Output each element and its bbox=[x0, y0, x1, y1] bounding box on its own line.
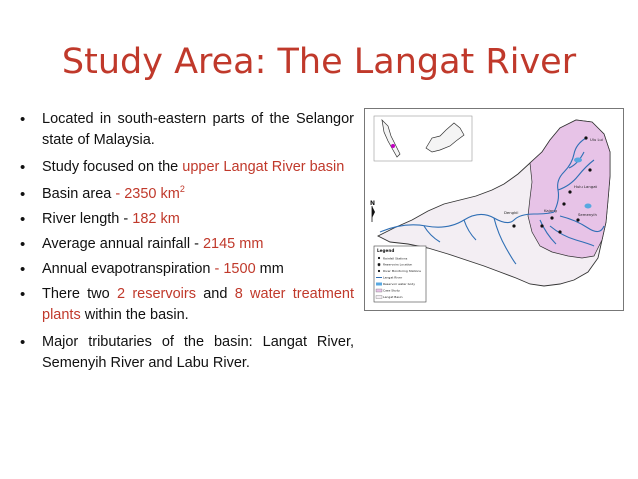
highlight-text: 2 reservoirs bbox=[116, 286, 196, 302]
bullet-text: River length - bbox=[42, 211, 133, 227]
bullet-item bbox=[18, 259, 354, 280]
highlight-text: upper Langat River basin bbox=[182, 159, 345, 175]
legend-title: Legend bbox=[377, 248, 395, 253]
place-label: Kajang bbox=[544, 208, 557, 213]
legend-item: Reservoir water body bbox=[383, 282, 415, 286]
highlight-text: - 2350 km bbox=[115, 186, 180, 202]
bullet-item bbox=[18, 209, 354, 230]
legend-item: Rainfall Stations bbox=[383, 256, 408, 261]
bullet-text: There two bbox=[42, 286, 117, 302]
bullet-list bbox=[18, 109, 354, 380]
legend-item: Reservoirs Location bbox=[383, 262, 413, 267]
place-label: Dengkil bbox=[504, 210, 519, 215]
map-legend bbox=[374, 246, 426, 302]
bullet-text: Located in south-eastern parts of the Selangor state of Malaysia. bbox=[42, 111, 354, 148]
bullet-text: within the basin. bbox=[80, 307, 189, 323]
malaysia-inset-map bbox=[374, 116, 472, 161]
bullet-item bbox=[18, 284, 354, 326]
place-label: Ulu Lui bbox=[590, 137, 603, 142]
bullet-item bbox=[18, 109, 354, 151]
highlight-text: - 1500 bbox=[214, 261, 256, 277]
bullet-text: and bbox=[195, 286, 235, 302]
legend-item: Langat River bbox=[383, 275, 403, 280]
highlight-text: 182 km bbox=[132, 211, 180, 227]
superscript: 2 bbox=[179, 184, 185, 195]
bullet-item bbox=[18, 184, 354, 205]
north-label: N bbox=[370, 200, 376, 207]
legend-item: River Monitoring Stations bbox=[383, 269, 421, 274]
bullet-text: Average annual rainfall - bbox=[42, 236, 203, 252]
bullet-text: Major tributaries of the basin: Langat River, Semenyih River and Labu River. bbox=[42, 334, 354, 371]
legend-item: Case Study bbox=[383, 288, 400, 293]
bullet-text: Study focused on the bbox=[42, 159, 183, 175]
place-label: Semenyih bbox=[578, 212, 597, 217]
highlight-text: 8 water treatment plants bbox=[42, 286, 355, 323]
bullet-item bbox=[18, 157, 354, 178]
reservoir-marker bbox=[574, 158, 582, 163]
reservoir-marker bbox=[585, 204, 592, 209]
bullet-text: Annual evapotranspiration bbox=[42, 261, 215, 277]
bullet-item bbox=[18, 234, 354, 255]
bullet-text: mm bbox=[255, 261, 284, 277]
slide-title: Study Area: The Langat River bbox=[61, 42, 577, 82]
highlight-text: 2145 mm bbox=[202, 236, 264, 252]
place-label: Hulu Langat bbox=[574, 184, 598, 189]
bullet-item bbox=[18, 332, 354, 374]
legend-item: Langat Basin bbox=[383, 294, 403, 299]
langat-basin-map bbox=[364, 108, 624, 311]
bullet-text: Basin area bbox=[42, 186, 116, 202]
